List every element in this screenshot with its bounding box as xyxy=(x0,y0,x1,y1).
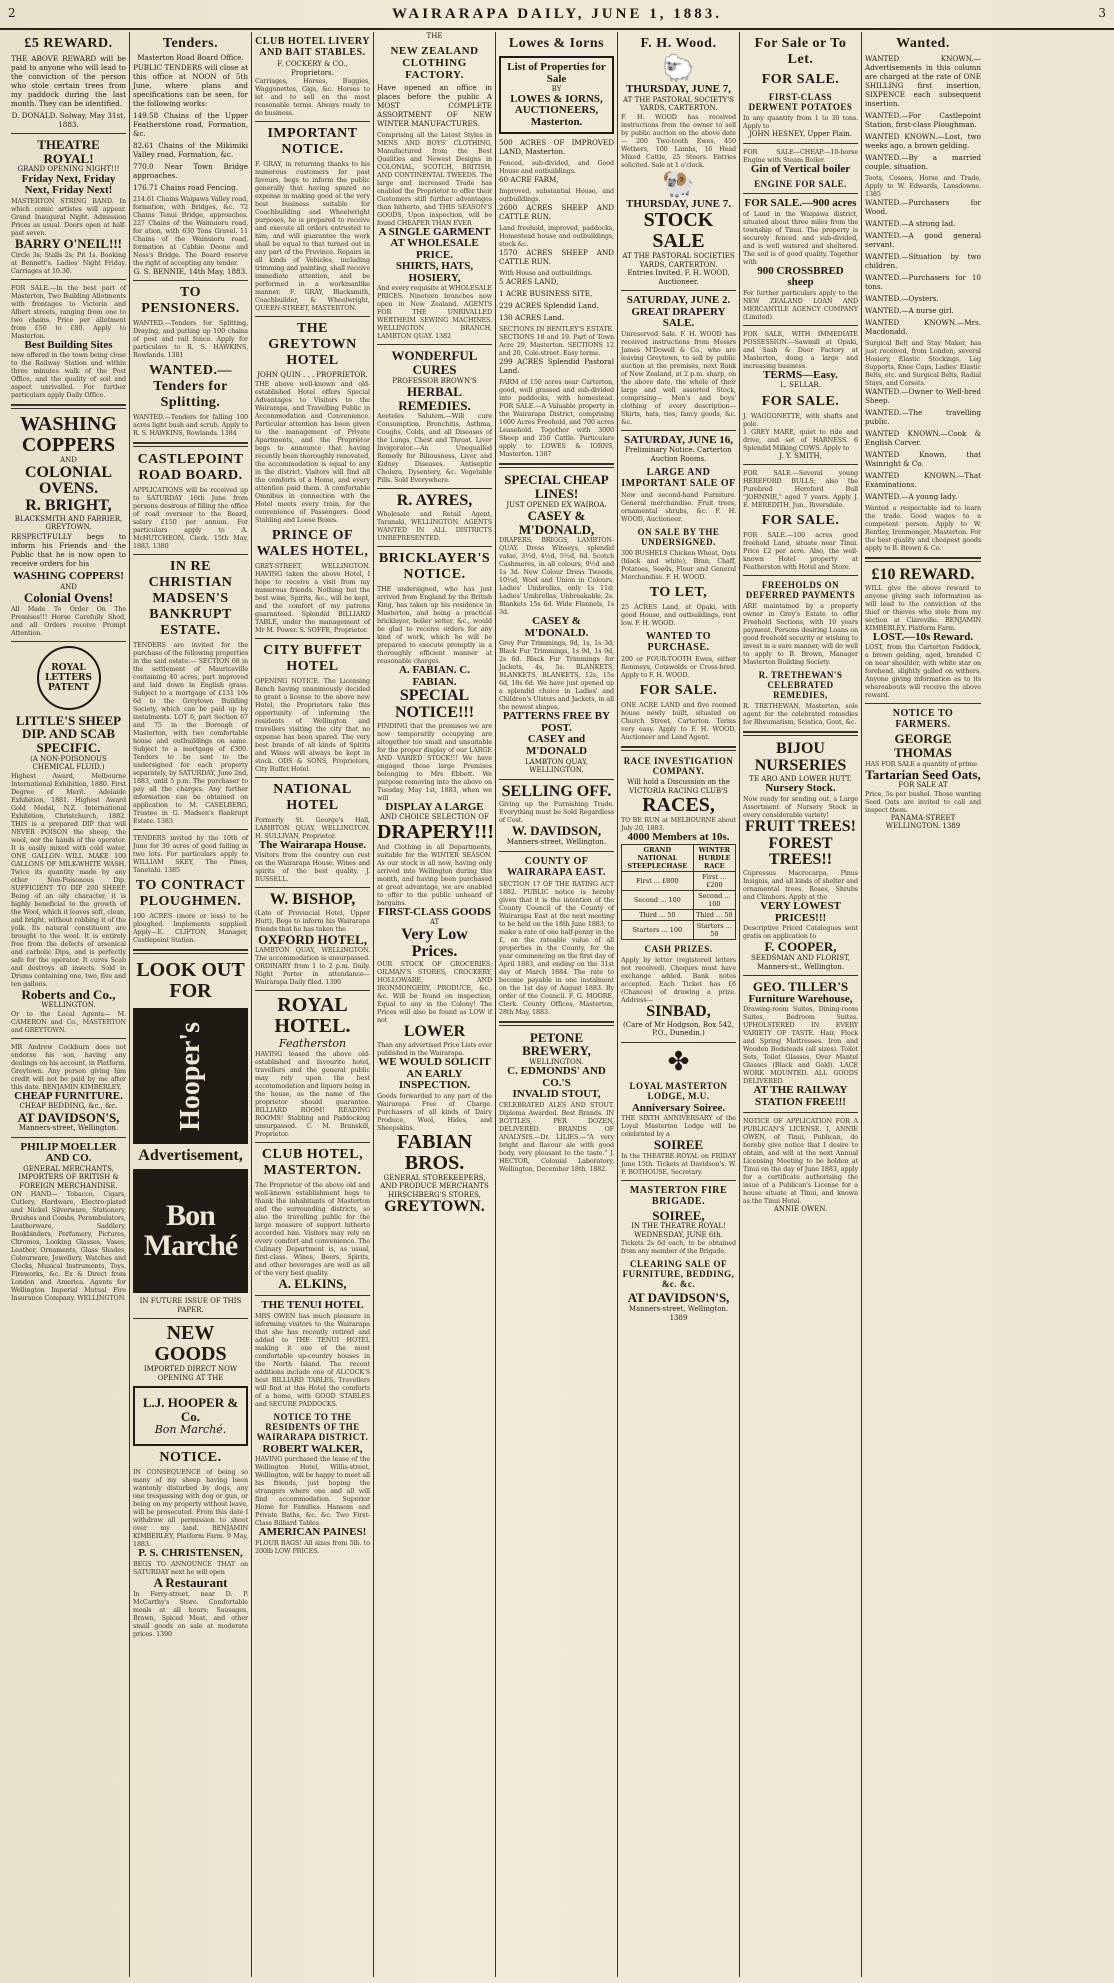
prop-3: 2600 ACRES SHEEP AND CATTLE RUN. xyxy=(499,203,614,222)
special-notice-heading: SPECIAL NOTICE!!! xyxy=(394,687,475,721)
filler-text: Or to the Local Agents— M. CAMERON and Co., MASTERTON and GREYTOWN. xyxy=(11,1009,126,1034)
prop-2: 60 ACRE FARM, xyxy=(499,175,559,185)
drapery-sale-heading: GREAT DRAPERY SALE. xyxy=(631,305,726,330)
notice-heading: NOTICE. xyxy=(159,1450,222,1466)
bon-marche-name: Bon Marché. xyxy=(154,1423,227,1437)
bright-text: RESPECTFULLY begs to inform his Friends and the Public that he is now open to receive orders for his xyxy=(11,531,126,568)
race-date: TO BE RUN at MELBOURNE about July 20, 1883. xyxy=(621,816,736,833)
colonial-heading: COLONIAL OVENS. xyxy=(24,463,113,498)
wanted-item: WANTED KNOWN.—Lost, two weeks ago, a brown gelding. xyxy=(865,132,981,150)
column-1: £5 REWARD. THE ABOVE REWARD will be paid to anyone who will lead to the conviction of the person who stole certain trees from my paddock during the last month. They can be identified. D. DONALD. Solway, May 31st, 1883. THEATRE ROYAL! GRAND OPENING NIGHT!!! Friday Next, Friday Next, Friday Next! MASTERTON STRING BAND. In which comic artistes will appear. Grand Inaugural Night. Admission Prices as usual. Doors open at half-past seven. BARRY O'NEIL!!! Circle 3s; Stalls 2s; Pit 1s. Booking at Bennett's. Ladies' Night Friday. Carriages at 10.30. FOR SALE.—In the best part of Masterton, Two Building Allotments with frontages to Victoria and Albert streets, ranging from one to two chains. Price per allotment from £50 to £80. Apply to Masterton. Best Building Sites now offered in the town being close to the Railway Station and within three minutes walk of the Post Office, and the quality of soil and aspect unrivalled. For further particulars apply Daily Office. WASHING COPPERS AND COLONIAL OVENS. R. BRIGHT, BLACKSMITH AND FARRIER, GREYTOWN. RESPECTFULLY begs to inform his Friends and the Public that he is now open to receive orders for his WASHING COPPERS! AND Colonial Ovens! All Made To Order On The Premises!!! Horse Carefully Shod, and all Orders receive Prompt Attention. ROYAL LETTERS PATENT LITTLE'S SHEEP DIP. AND SCAB SPECIFIC. (A NON-POISONOUS CHEMICAL FLUID.) Highest Award, Melbourne International Exhibition, 1880. First Degree of Merit. Adelaide Exhibition, 1881. Highest Award Gold Medal, N.Z. International Exhibition, Christchurch, 1882. THIS is a prepared DIP that will NEVER POISON the sheep, the wool, nor the hands of the operator. It is easily mixed with cold water. ONE GALLON WILL MAKE 100 GALLONS OF MILK-WHITE WASH. Twice its quantity made by any other Non-Poisonous Dip. SUFFICIENT TO DIP 200 SHEEP. Being of an oily character, it is highly beneficial to the growth of the Wool, which it leaves soft, clean, and bright, without robbing it of the yolk. Its natural constituent are brought to the wool. It is entirely free from the defects of arsenical and carbolic Dips, and is perfectly safe for the operator. It cures Scab and destroys all insects. Sold in Drums containing one, two, five and ten gallons. Roberts and Co., WELLINGTON. Or to the Local Agents— M. CAMERON and Co., MASTERTON and GREYTOWN. MR Andrew Cockburn does not endorse his son, having any dealings on his account, in Platform, Greytown. Any person giving him credit will not be paid by me after this date. BENJAMIN KIMBERLEY. CHEAP FURNITURE. CHEAP BEDDING, &c., &c. AT DAVIDSON'S, Manners-street, Wellington. PHILIP MOELLER AND CO. GENERAL MERCHANTS, IMPORTERS OF BRITISH & FOREIGN MERCHANDISE. ON HAND— Tobacco, Cigars, Cutlery, Hardware, Electro-plated and Nickel Silverware, Stationery, Brushes and Combs, Perambulators, Leatherware, Saddlery, Bookbinders, Perfumery, Pictures, Chromos, Looking Glasses, Vases, Leather, Ornaments, Glass Shades, Colourware, Jewellery, Watches and Clocks, Musical Instruments, Toys, Fireworks, &c. Ex & Direct from London and America. Agents for Wellington Imperial Mutual Fire Insurance Company. WELLINGTON. xyxy=(8,32,130,1977)
wanted-item: WANTED.—By a married couple, situation. xyxy=(865,153,981,171)
cheap-furniture-heading: CHEAP FURNITURE. xyxy=(14,1089,123,1102)
pensioners-heading: TO PENSIONERS. xyxy=(141,284,240,316)
firm-name: LOWES & IORNS, AUCTIONEERS, Masterton. xyxy=(510,92,603,128)
moeller-sub: GENERAL MERCHANTS, IMPORTERS OF BRITISH & FOREIGN MERCHANDISE. xyxy=(18,1164,119,1190)
washing-coppers-2: WASHING COPPERS! xyxy=(13,569,124,582)
casey-heading: CASEY & M'DONALD, xyxy=(518,508,595,537)
to-let-heading: TO LET, xyxy=(649,585,708,601)
forest-heading: FOREST TREES!! xyxy=(768,834,833,869)
wanted-item: WANTED.—Purchasers for Wood. xyxy=(865,198,981,216)
undersigned-heading: ON SALE BY THE UNDERSIGNED. xyxy=(637,527,720,548)
oxford-hotel-heading: OXFORD HOTEL, xyxy=(257,931,368,947)
hesney: JOHN HESNEY, Upper Plain. xyxy=(748,130,853,138)
bright-sub: BLACKSMITH AND FARRIER, GREYTOWN. xyxy=(14,514,123,532)
tenders-text: PUBLIC TENDERS will close at this office at NOON of 5th June, where plans and specifications can be seen, for the following works: xyxy=(133,62,248,108)
wanted-item: WANTED.—Purchasers for 10 tons. xyxy=(865,273,981,291)
race-col-2: WINTER HURDLE RACE xyxy=(693,844,735,871)
properties-box: List of Properties for Sale BY LOWES & IORNS, AUCTIONEERS, Masterton. xyxy=(499,56,614,134)
masthead-title: WAIRARAPA DAILY, JUNE 1, 1883. xyxy=(392,6,722,22)
wairarapa-house: The Wairarapa House. xyxy=(258,838,367,851)
club-masterton-heading: CLUB HOTEL, MASTERTON. xyxy=(261,1147,364,1179)
lodge-emblem-icon: ✤ xyxy=(667,1046,690,1077)
american-heading: AMERICAN PAINES! xyxy=(258,1526,367,1539)
city-buffet-heading: CITY BUFFET HOTEL xyxy=(263,642,362,674)
filler-text: Highest Award, Melbourne International Exhibition, 1880. First Degree of Merit. Adelaide Exhibition, 1881. Highest Award Gold Medal, N.Z. International Exhibition, Christchurch, 1882. THIS is a prepared DIP that will NEVER POISON the sheep, the wool, nor the hands of the operator. It is easily mixed with cold water. ONE GALLON WILL MAKE 100 GALLONS OF MILK-WHITE WASH. Twice its quantity made by any other Non-Poisonous Dip. SUFFICIENT TO DIP 200 SHEEP. Being of an oily character, it is highly beneficial to the growth of the Wool, which it leaves soft, clean, and bright, without robbing it of the yolk. Its natural constituent are brought to the wool. It is entirely free from the defects of arsenical and carbolic Dips, and is perfectly safe for the operator. It cures Scab and destroys all insects. Sold in Drums containing one, two, five and ten gallons. xyxy=(11,771,126,988)
reward-10-heading: £10 REWARD. xyxy=(871,566,975,583)
farmers-notice-heading: NOTICE TO FARMERS. xyxy=(892,708,954,731)
race-cell: Third ... 50 xyxy=(622,909,694,920)
sale-900-heading: FOR SALE.—900 acres xyxy=(744,197,857,210)
saturday16-heading: SATURDAY, JUNE 16, xyxy=(623,433,733,446)
wanted-item: WANTED.—A young lady. xyxy=(865,492,958,501)
ploughmen-heading: TO CONTRACT PLOUGHMEN. xyxy=(135,877,246,909)
tenders-heading: Tenders. xyxy=(162,36,219,51)
column-3: CLUB HOTEL LIVERY AND BAIT STABLES. F. COCKERY & CO., Proprietors. Carriages, Horses, Buggies, Waggonettes, Gigs, &c. Horses to let and to sell on the most reasonable terms. Always ready to do business. IMPORTANT NOTICE. F. GRAY, in returning thanks to his numerous customers for past favours, begs to inform the public generally that having spared no expense in making good at the very best business suitable for Coachbuilding and Wheelwright purposes, he is prepared to receive and execute all orders entrusted to him, and will guarantee the work shall be equal to that turned out in any part of the Province. Repairs in all kinds of Vehicles, including trimming and painting, shall receive immediate attention, and be performed in a workmanlike manner. F. GRAY, Blacksmith, Coachbuilder, & Wheelwright, QUEEN-STREET, MASTERTON. THE GREYTOWN HOTEL JOHN QUIN . . . PROPRIETOR. THE above well-known and old-established Hotel offers Special Advantages to Visitors to the Wairarapa, and Travelling Public in Accommodation and Convenience. Particular attention has been given to the management of Private Apartments, and the Proprietor begs to announce that having recently been thoroughly renovated, the accommodation is equal to any in the district. Visitors will find all the comforts of a Home, and every attention paid them. A comfortable Omnibus in connection with the Hotel meets every train, for the convenience of Passengers. Good Stabling and Loose Boxes. PRINCE OF WALES HOTEL, GREY-STREET, WELLINGTON. HAVING taken the above Hotel, I hope to receive a visit from my numerous friends. Nothing but the best wine, Spirits, &c., will be kept, and the comfort of my patrons guaranteed. Splendid BILLIARD TABLE, under the management of Mr M. Power. S. SOFFE, Proprietor. CITY BUFFET HOTEL OPENING NOTICE. The Licensing Bench having unanimously decided to grant a license to the above new Hotel, the Proprietors take this opportunity of informing the residents of Wellington and travellers visiting the city that no expense has been spared. The very best brands of all kinds of Spirits and Wines will always be kept in stock. ODS & SONS, Proprietors, City Buffet Hotel. NATIONAL HOTEL Formerly St. George's Hall, LAMBTON QUAY, WELLINGTON. H. SULLIVAN, Proprietor. The Wairarapa House. Visitors from the country can rest on the Wairarapa House. Wines and spirits of the best quality. J. RUSSELL. W. BISHOP, (Late of Provincial Hotel, Upper Hutt), Begs to inform his Wairarapa friends that he has taken the OXFORD HOTEL, LAMBTON QUAY, WELLINGTON. The accommodation is unsurpassed. ORDINARY from 1 to 2 p.m. Daily. Night Porter in attendance—Wairarapa Daily filed. 1390 ROYAL HOTEL. Featherston HAVING leased the above old-established and favourite hotel, travellers and the general public may rely upon the best accommodation and liquors being in the house, as the name of the proprietor should guarantee. BILLIARD ROOM! READING ROOMS! Stabling and Paddocking unsurpassed. C. M. Branskill, Proprietor. CLUB HOTEL, MASTERTON. The Proprietor of the above old and well-known establishment begs to thank the inhabitants of Masterton and the surrounding districts, so also the travelling public for the large measure of support hitherto accorded him. Visitors may rely on every comfort and convenience. The Culinary Department is, as usual, first-class. Wines, Beers, Spirits, and other beverages are well as all of the very best quality. A. ELKINS, THE TENUI HOTEL MRS OWEN has much pleasure in informing visitors to the Wairarapa that she has recently retired and added to THE TENUI HOTEL making it one of the most comfortable up-country houses in the North Island. The recent additions include one of ALCOCK'S best BILLIARD TABLES. Travellers will find at this Hotel the comforts of a home, with GOOD STABLES and SECURE PADDOCKS. NOTICE TO THE RESIDENTS OF THE WAIRARAPA DISTRICT. ROBERT WALKER, HAVING purchased the lease of the Wellington Hotel, Willis-street, Wellington, will be happy to meet all his friends, just hoping the strangers where one and all will find accommodation. Superior Home for Families. Hansom and Private Baths, &c. &c. Two First-Class Billiard Tables. AMERICAN PAINES! FLOUR BAGS! All sizes from 5lb. to 200lb LOW PRICES. xyxy=(252,32,374,1977)
tender-item-1: 149.58 Chains of the Upper Featherstone road, Formation, &c. xyxy=(133,110,248,138)
columns xyxy=(8,32,1106,1977)
moeller-heading: PHILIP MOELLER AND CO. xyxy=(20,1140,117,1165)
freeholds-heading: FREEHOLDS ON DEFERRED PAYMENTS xyxy=(745,580,856,601)
wonderful-cures-heading: WONDERFUL CURES xyxy=(391,348,478,377)
prize-heading: 4000 Members at 10s. xyxy=(627,831,730,844)
casey-heading-2: CASEY & M'DONALD. xyxy=(524,615,589,639)
davidson-heading: AT DAVIDSON'S, xyxy=(17,1109,120,1125)
fire-soiree-sub: IN THE THEATRE ROYAL! xyxy=(631,1222,726,1231)
display-heading: DISPLAY A LARGE xyxy=(385,800,484,813)
greytown-heading: GREYTOWN. xyxy=(384,1198,485,1216)
restaurant-heading: A Restaurant xyxy=(153,1575,228,1591)
race-cell: Third ... 50 xyxy=(693,909,735,920)
sinbad-heading: SINBAD, xyxy=(646,1002,711,1020)
fire-soiree-date: WEDNESDAY, JUNE 6th. xyxy=(634,1230,723,1239)
race-cell: Starters ... 100 xyxy=(622,920,694,939)
page-number-left: 2 xyxy=(8,6,16,20)
pastoral-yards: AT THE PASTORAL SOCIETY'S YARDS, CARTERTON. xyxy=(623,95,734,113)
race-cell: First ... £200 xyxy=(693,871,735,890)
greytown-hotel-heading: THE GREYTOWN HOTEL xyxy=(268,321,357,368)
madsen-heading: IN RE CHRISTIAN MADSEN'S BANKRUPT ESTATE. xyxy=(148,558,233,638)
castlepoint-heading: CASTLEPOINT ROAD BOARD. xyxy=(137,451,244,483)
wanted-item: WANTED.—Oysters. xyxy=(865,294,939,303)
roberts-sub: WELLINGTON. xyxy=(41,1001,96,1010)
column-2: Tenders. Masterton Road Board Office. PUBLIC TENDERS will close at this office at NOON of 5th June, where plans and specifications can be seen, for the following works: 149.58 Chains of the Upper Featherstone road, Formation, &c. 82.61 Chains of the Mikimiki Valley road, Formation, &c. 770.0 Near Town Bridge approaches. 176.71 Chains road Fencing. 214.61 Chains Waipawa Valley road, formation, with Bridges, &c. 72 Chains Tenui Bridge, approaches. 227 Chains of the Wainuioru road, for ation, with 630 Tons Gravel. 11 Chains of the Wainuioru road, formation at Cabbie Doone and Ness's Bridge. The Board reserve the right of accepting any tender. G. S. BENNIE, 14th May, 1883. TO PENSIONERS. WANTED.—Tenders for Splitting, Draying, and putting up 100 chains of post and rail fence. Apply for particulars to R. S. HAWKINS, Rowlands. 1381 WANTED.—Tenders for Splitting. WANTED.—Tenders for falling 100 acres light bush and scrub. Apply to R. S. HAWKINS, Rowlands. 1384 CASTLEPOINT ROAD BOARD. APPLICATIONS will be received up to SATURDAY 16th June from persons desirous of filling the office of road overseer to the Board, salary £150 per annum. For particulars apply to A. McHUTCHEON, Clerk. 15th May, 1883. 1380 IN RE CHRISTIAN MADSEN'S BANKRUPT ESTATE. TENDERS are invited for the purchase of the following properties in the said estate:— SECTION 68 in the settlement of Mauriceville containing 40 acres, part improved and laid down in English grass. Subject to a mortgage of £131 10s 6d to the Greytown Building Society, which can be paid up by instalments. LOT 6, part Section 67 and 75 in the Borough of Masterton, with two comfortable house and outbuildings on same. Subject to a mortgage of £300. Tenders to be sent to the undersigned for each property separately, by SATURDAY, June 2nd, 1883, until 5 p.m. The purchaser to pay all the charges. Any further information can be obtained on application to M. CASELBERG, Trustee in G. Madsen's Bankrupt Estate. 1383 TENDERS invited by the 10th of June for 30 acres of good falling in two lots. For particulars apply to WILLIAM SKEY, The Pines, Tanetahi. 1385 TO CONTRACT PLOUGHMEN. 100 ACRES (more or less) to be ploughed. Implements supplied. Apply—E. CLIFTON, Manager, Castlepoint Station. LOOK OUT FOR Hooper's Advertisement, Bon Marché IN FUTURE ISSUE OF THIS PAPER. NEW GOODS IMPORTED DIRECT NOW OPENING AT THE L.J. HOOPER & Co. Bon Marché. NOTICE. IN CONSEQUENCE of being so many of my sheep having been wantonly disturbed by dogs, any one trespassing with dog or gun, or being on my property without leave, will be prosecuted. From this date I withdraw all permission to shoot over my land. BENJAMIN KIMBERLEY, Platform Farm. 9 May, 1883. P. S. CHRISTENSEN, BEGS TO ANNOUNCE THAT on SATURDAY next he will open A Restaurant In Ferry-street, near D. P. McCarthy's Store. Comfortable meals at all hours; Sausages, Brawn, Spiced Meat, and other small goods on sale at moderate prices. 1390 xyxy=(130,32,252,1977)
cheap-bedding: CHEAP BEDDING, &c., &c. xyxy=(19,1102,118,1111)
elkins-heading: A. ELKINS, xyxy=(278,1276,347,1292)
tenders-signed: G. S. BENNIE, 14th May, 1883. xyxy=(133,266,248,276)
sheep-icon: 🐑 xyxy=(662,54,695,84)
theatre-name: BARRY O'NEIL!!! xyxy=(14,235,123,251)
prop-6: 1 ACRE BUSINESS SITE, xyxy=(499,289,593,299)
robert-walker-heading: ROBERT WALKER, xyxy=(262,1442,363,1455)
prop-5: 5 ACRES LAND, xyxy=(499,277,559,287)
stock-sale-heading: STOCK SALE xyxy=(643,209,714,253)
wanted-purchase-heading: WANTED TO PURCHASE. xyxy=(646,631,711,654)
bijou-sub: TE ARO AND LOWER HUTT. xyxy=(749,774,852,783)
column-5: Lowes & Iorns List of Properties for Sale BY LOWES & IORNS, AUCTIONEERS, Masterton. 500 ACRES OF IMPROVED LAND, Masterton. Fenced, sub-divided, and Good House and outbuildings. 60 ACRE FARM, Improved, substantial House, and outbuildings. 2600 ACRES SHEEP AND CATTLE RUN. Land freehold, improved, paddocks, Homestead house and outbuildings, stock &c. 1570 ACRES SHEEP AND CATTLE RUN. With House and outbuildings. 5 ACRES LAND, 1 ACRE BUSINESS SITE, 229 ACRES Splendid Land. 130 ACRES Land. SECTIONS IN BENTLEY'S ESTATE. SECTIONS 18 and 19. Part of Town Acre 29, Masterton. SECTIONS 12 and 20, Cole-street. Easy terms. 299 ACRES Splendid Pastoral Land. FARM of 150 acres near Carterton, good, well grassed and sub-divided into paddocks, with homestead. FOR SALE.—A Valuable property in the Wairarapa District, comprising 1600 Acres Freehold, and 700 acres Leasehold. Together with 3000 Sheep and 250 Cattle. Particulars apply to LOWES & IORNS, Masterton. 1387 SPECIAL CHEAP LINES! JUST OPENED EX WAIROA. CASEY & M'DONALD, DRAPERS, BRIGGS, LAMBTON-QUAY. Dress Winseys, splendid value, 3½d, 4½d, 5½d, 6d. Scotch Cashmeres, in all colours, 9½d and 1s 3d. New Colour Dress Tweeds, 10½d, Wool and Union in Colours. Ladies' Umbrellas, only 1s 11d; Ladies' Umbrellas, Unbreakable, 2s. Blankets 15s 6d. Wide Flannels, 1s 3d. CASEY & M'DONALD. Grey Fur Trimmings, 9d, 1s, 1s 3d; Black Fur Trimmings, 1s 9d, 1s 9d, 2s 6d. Black Fur Trimmings for Jackets, 4s, 5s. BLANKETS, BLANKETS, BLANKETS, 12s, 15s 6d, 18s 6d. We have just opened up a splendid choice in Ladies' and Children's Ulsters and Jackets, in all the newest shapes. PATTERNS FREE BY POST. CASEY and M'DONALD LAMBTON QUAY, WELLINGTON. SELLING OFF. Giving up the Furnishing Trade. Everything must be Sold Regardless of Cost. W. DAVIDSON, Manners-street, Wellington. COUNTY OF WAIRARAPA EAST. SECTION 17 OF THE RATING ACT 1882. PUBLIC notice is hereby given that it is the intention of the County Council of the County of Wairarapa East at the next meeting to be held on the 18th June 1883, to make a rate of one half-penny in the £, on the rateable value of all properties in the County, for the year commencing on the first day of April 1883, and ending on the 31st day of March 1884. The rate to become payable in one instalment on the 1st day of August 1883. By order of the Council. F. G. MOORE, Clerk. County Offices, Masterton, 28th May, 1883. PETONE BREWERY, WELLINGTON. C. EDMONDS' AND CO.'S INVALID STOUT, CELEBRATED ALES AND STOUT. Diploma Awarded. Best Brands. IN BOTTLES, PER DOZEN, DELIVERED. BRANDS OF ANALYSIS.—Dr. LILIES.—"A very bright and flavour ale with good body, very pleasant to the taste." J. HECTOR, Colonial Laboratory, Wellington, December 18th, 1882. xyxy=(496,32,618,1977)
for-sale-let-heading: For Sale or To Let. xyxy=(754,36,847,67)
hooper-vertical: Hooper's xyxy=(174,1021,206,1131)
tender-item-2: 82.61 Chains of the Mikimiki Valley road, Formation, &c. xyxy=(133,140,248,159)
filler-text: FOR SALE.—In the best part of Masterton, Two Building Allotments with frontages to Victoria and Albert streets, ranging from one to two chains. Price per allotment from £50 to £80. Apply to Masterton. xyxy=(11,283,126,340)
sheep-dip-heading: LITTLE'S SHEEP DIP. AND SCAB SPECIFIC. xyxy=(15,712,122,755)
for-sale-heading: FOR SALE. xyxy=(639,683,718,699)
tartarian-sub: FOR SALE AT xyxy=(898,781,948,790)
fire-brigade-heading: MASTERTON FIRE BRIGADE. xyxy=(629,1184,728,1207)
tiller-heading: GEO. TILLER'S xyxy=(752,979,849,994)
prop-9: 299 ACRES Splendid Pastoral Land. xyxy=(499,357,614,376)
prince-wales-heading: PRINCE OF WALES HOTEL, xyxy=(256,527,369,559)
reward-signature: D. DONALD. Solway, May 31st, 1883. xyxy=(11,111,126,129)
wanted-item: WANTED.—For Castlepoint Station, first-class Ploughman. xyxy=(865,111,981,129)
filler-text: All Made To Order On The Premises!!! Horse Carefully Shod, and all Orders receive Prompt Attention. xyxy=(11,604,126,637)
for-sale-1: FOR SALE. xyxy=(761,72,840,87)
wanted-item: WANTED.—A strong lad. xyxy=(865,219,956,228)
footer-address: PANAMA-STREET WELLINGTON. 1389 xyxy=(885,813,961,831)
roberts-heading: Roberts and Co., xyxy=(21,986,116,1002)
petone-heading: PETONE BREWERY, xyxy=(522,1029,591,1059)
column-4: THE NEW ZEALAND CLOTHING FACTORY. Have opened an office in places before the public A MOST COMPLETE ASSORTMENT OF NEW WINTER MANUFACTURES. Comprising all the Latest Styles in MENS AND BOYS' CLOTHING, Manufactured from the Best Qualities and Newest Designs in COLONIAL, SCOTCH, BRITISH, AND CONTINENTAL TWEEDS. The large and increased Trade has enabled the Proprietor to offer their Customers still further advantages than hitherto, and THIS SEASON'S GOODS, Upon inspection, will be found CHEAPER THAN EVER A SINGLE GARMENT AT WHOLESALE PRICE. SHIRTS, HATS, HOSIERY, And every requisite at WHOLESALE PRICES. Nineteen branches now open in New Zealand. AGENTS FOR THE UNRIVALLED WERTHEIM SEWING MACHINES. WELLINGTON BRANCH, LAMBTON QUAY. 1382 WONDERFUL CURES PROFESSOR BROWN'S HERBAL REMEDIES. Aeeteles Salutem.—Will cure Consumption, Bronchitis, Asthma, Coughs, Colds, and all Diseases of the Lungs, Chest and Throat. Liver Invigorator.—An Unequalled Remedy for Biliousness, Liver and Kidney Diseases. Antiseptic Cholera, Dysentery, &c. Vegetable Pills. Sold Everywhere. R. AYRES, Wholesale and Retail Agent, Taranaki, WELLINGTON. AGENTS WANTED IN ALL DISTRICTS UNREPRESENTED. BRICKLAYER'S NOTICE. THE undersigned, who has just arrived from England by the British King, has taken up his residence in Masterton, and being a practical bricklayer, boiler setter, &c., would be glad to receive orders for any kind of work, which he will be prepared to execute promptly in a thoroughly efficient manner at reasonable charges. A. FABIAN. C. FABIAN. SPECIAL NOTICE!!! FINDING that the premises we are now temporarily occupying are altogether too small and unsuitable for the proper display of our LARGE AND VARIED STOCK!!! We have engaged those large Premises belonging to Mrs Ebbett. We purpose removing into the above on Tuesday, May 1st, 1883, when we will DISPLAY A LARGE AND CHOICE SELECTION OF DRAPERY!!! And Clothing in all Departments, suitable for the WINTER SEASON. As our stock is all new, having only arrived into Wellington during this month, and having been purchased at great advantage, we are enabled to offer to the public unheard of bargains. FIRST-CLASS GOODS AT Very Low Prices. OUR STOCK OF GROCERIES, OILMAN'S STORES, CROCKERY, HOLLOWARE, AND IRONMONGERY, PRODUCE, &c., &c. Will be found on inspection, Equal to any in the Colony! The Prices will also be found as LOW if not LOWER Than any advertised Price Lists ever published in the Wairarapa. WE WOULD SOLICIT AN EARLY INSPECTION. Goods forwarded to any part of the Wairarapa Free of Charge. Purchasers of all kinds of Dairy Produce, Wool, Hides, and Sheepskins. FABIAN BROS. GENERAL STOREKEEPERS, AND PRODUCE MERCHANTS HIRSCHBERG'S STORES, GREYTOWN. xyxy=(374,32,496,1977)
race-table xyxy=(621,844,736,940)
potatoes-heading: FIRST-CLASS DERWENT POTATOES xyxy=(748,92,853,112)
nursery-heading: Nursery Stock. xyxy=(765,782,836,795)
theatre-sub: GRAND OPENING NIGHT!!! xyxy=(17,165,120,174)
filler-text: now offered in the town being close to the Railway Station and within three minutes walk of the Post Office, and the quality of soil and aspect unrivalled. For further particulars apply Daily Office. xyxy=(11,351,126,400)
low-prices-heading: Very Low Prices. xyxy=(401,925,468,960)
soiree-anniv-heading: Anniversary Soiree. xyxy=(631,1101,726,1114)
smith: J. Y. SMITH, xyxy=(779,451,822,460)
lower-heading: LOWER xyxy=(403,1023,466,1041)
clothing-factory-heading: NEW ZEALAND CLOTHING FACTORY. xyxy=(390,44,479,81)
column-7: For Sale or To Let. FOR SALE. FIRST-CLASS DERWENT POTATOES In any quantity from 1 to 30 tons. Apply to JOHN HESNEY, Upper Plain. FOR SALE—CHEAP.—10-horse Engine with Steam Boiler. Gin of Vertical boiler ENGINE FOR SALE. FOR SALE.—900 acres of Land in the Waipawa district, situated about three miles from the township of Tinui. The property is securely fenced and sub-divided, and is well watered and sheltered. The soil is of good quality. Together with 900 CROSSBRED sheep For further particulars apply to the NEW ZEALAND LOAN AND MERCANTILE AGENCY COMPANY (Limited). FOR SALE, WITH IMMEDIATE POSSESSION.—Sawmill at Opaki, and Sash & Door Factory at Masterton, doing a large and increasing business. TERMS—Easy. L. SELLAR. FOR SALE. J. WAGGONETTE, with shafts and pole. 1 GREY MARE, quiet to ride and drive, and set of HARNESS. 6 Splendid Milking COWS. Apply to J. Y. SMITH, FOR SALE.—Several young HEREFORD BULLS; also the Purebred Hereford Bull "JOHNNIE," aged 7 years. Apply J. E. MEREDITH, Jun., Riversdale. FOR SALE. FOR SALE.—100 acres good freehold Land, situate near Tinui. Price £2 per acre. Also, the well-known Hotel property at Featherston with Hotel and Store. FREEHOLDS ON DEFERRED PAYMENTS ARE maintained by a property owner in Grey's Estate to offer Freehold Sections, with 10 years payment. Persons desiring Loans on good freehold security or wishing to invest in a sure manner, will do well to apply to B. Brown, Manager Masterton Building Society. R. TRETHEWAN'S CELEBRATED REMEDIES, R. TRETHEWAN, Masterton, sole agent for the celebrated remedies for Rheumatism, Sciatica, Gout, &c. BIJOU NURSERIES TE ARO AND LOWER HUTT. Nursery Stock. Now ready for sending out, a Large Assortment of Nursery Stock in every considerable variety! FRUIT TREES! FOREST TREES!! Cupressus Macrocarpa, Pinus Insignis, and all kinds of shelter and ornamental trees. Roses, Shrubs and Climbers. Apply at the VERY LOWEST PRICES!!! Descriptive Priced Catalogues sent gratis on application to F. COOPER, SEEDSMAN AND FLORIST, Manners-st., Wellington. GEO. TILLER'S Furniture Warehouse, Drawing-room Suites, Dining-room Suites, Bedroom Suites. UPHOLSTERED IN EVERY VARIETY OF TASTE. Hair, Flock and Spring Mattresses. Iron and Wooden Bedsteads (all sizes). Toilet Sets, Toilet Glasses, Over Mantel Glasses (Black and Gold). LACE WORK MOUNTED. ALL GOODS DELIVERED AT THE RAILWAY STATION FREE!!! NOTICE OF APPLICATION FOR A PUBLICAN'S LICENSE. I, ANNIE OWEN, of Tinui, Publican, do hereby give notice that I desire to obtain, and will at the next Annual Licensing Meeting to be holden at Tinui on the day of June 1883, apply for a certificate authorising the issue of a Publican's License for a house situate at Tinui, and known as the Tinui Hotel. ANNIE OWEN. xyxy=(740,32,862,1977)
davidson-sub: Manners-street, Wellington. xyxy=(18,1124,119,1133)
terms-heading: TERMS—Easy. xyxy=(763,368,838,381)
club-livery-sub: F. COCKERY & CO., Proprietors. xyxy=(277,60,348,77)
fabian-bros-heading: FABIAN BROS. xyxy=(396,1130,473,1174)
column-8: Wanted. WANTED KNOWN.—Advertisements in this column are charged at the rate of ONE SHILLING first insertion, SIXPENCE each subsequent insertion. WANTED.—For Castlepoint Station, first-class Ploughman. WANTED KNOWN.—Lost, two weeks ago, a brown gelding. WANTED.—By a married couple, situation. Toots, Cosons, Horse and Trade, Apply to W. Edwards, Lansdowne. 1385 WANTED.—Purchasers for Wood. WANTED.—A strong lad. WANTED.—A good general servant. WANTED.—Situation by two children. WANTED.—Purchasers for 10 tons. WANTED.—Oysters. WANTED.—A nurse girl. WANTED KNOWN.—Mrs. Macdonald. Surgical Belt and Stay Maker, has just received, from London, several Hosiery, Elastic Stockings, Leg Supports, Knee Caps, Ladies' Elastic Belts, etc. and Surgical Belts, Radial Stays, and Corsets. WANTED.—Owner to Well-bred Sheep. WANTED.—The travelling public. WANTED KNOWN.—Cook & English Carver. WANTED Known, that Wainright & Co. WANTED KNOWN.—That Examinations. WANTED.—A young lady. Wanted a respectable lad to learn the trade. Good wages to a competent person. Apply to W. Bentley, Ironmonger, Masterton. For the best quality and cheapest goods apply to B. Brown & Co. £10 REWARD. WILL give the above reward to anyone giving such information as will lead to the conviction of the thief or thieves who stole from my section at Clareville. BENJAMIN KIMBERLEY, Platform Farm. LOST.—10s Reward. LOST, from the Carterton Paddock, a brown gelding, aged, branded C on near shoulder, with white star on forehead, slightly galled on withers. Anyone giving information as to its whereabouts will receive the above reward. NOTICE TO FARMERS. GEORGE THOMAS HAS FOR SALE a quantity of prime Tartarian Seed Oats, FOR SALE AT Price, 5s per bushel. Those wanting Seed Oats are invited to call and inspect them. PANAMA-STREET WELLINGTON. 1389 xyxy=(865,36,981,831)
race-col-1: GRAND NATIONAL STEEPLECHASE xyxy=(622,844,694,871)
bishop-heading: W. BISHOP, xyxy=(269,891,356,909)
tender-item-4: 176.71 Chains road Fencing. xyxy=(133,182,238,192)
lodge-heading: LOYAL MASTERTON LODGE, M.U. xyxy=(629,1080,728,1101)
filler-text: ON HAND— Tobacco, Cigars, Cutlery, Hardware, Electro-plated and Nickel Silverware, Stationery, Brushes and Combs, Perambulators, Leatherware, Saddlery, Bookbinders, Perfumery, Pictures, Chromos, Looking Glasses, Vases, Leather, Ornaments, Glass Shades, Colourware, Jewellery, Watches and Clocks, Musical Instruments, Toys, Fireworks, &c. Ex & Direct from London and America. Agents for Wellington Imperial Mutual Fire Insurance Company. WELLINGTON. xyxy=(11,1190,126,1303)
furniture-heading: LARGE AND IMPORTANT SALE OF xyxy=(621,467,736,490)
cooper-heading: F. COOPER, xyxy=(764,939,837,955)
bon-marche-logo: Bon Marché xyxy=(143,1199,238,1263)
stud-heading: GEORGE THOMAS xyxy=(894,731,952,760)
fire-soiree-heading: SOIREE, xyxy=(652,1207,705,1223)
drapery-heading: DRAPERY!!! xyxy=(377,820,495,843)
w-davidson-heading: W. DAVIDSON, xyxy=(511,823,602,839)
clearing-sale-heading: CLEARING SALE OF FURNITURE, BEDDING, &c. &c. xyxy=(622,1259,735,1290)
selling-off-heading: SELLING OFF. xyxy=(501,782,612,800)
prop-1: 500 ACRES OF IMPROVED LAND, Masterton. xyxy=(499,138,614,157)
ayres-heading: R. AYRES, xyxy=(396,492,473,510)
engine-heading: ENGINE FOR SALE. xyxy=(754,179,847,190)
factory-text: Have opened an office in places before the public A MOST COMPLETE ASSORTMENT OF NEW WINTER MANUFACTURES. xyxy=(377,82,492,128)
filler-text: MASTERTON STRING BAND. In which comic artistes will appear. Grand Inaugural Night. Admission Prices as usual. Doors open at half-past seven. xyxy=(11,196,126,237)
tartarian-heading: Tartarian Seed Oats, xyxy=(865,766,981,782)
filler-text: MR Andrew Cockburn does not endorse his son, having any dealings on his account, in Platform, Greytown. Any person giving him credit will not be paid by me after this date. BENJAMIN KIMBERLEY. xyxy=(11,1042,127,1091)
race-company-heading: RACE INVESTIGATION COMPANY. xyxy=(623,756,734,777)
wanted-heading: Wanted. xyxy=(896,36,950,51)
gin-heading: Gin of Vertical boiler xyxy=(750,162,851,175)
at-davidsons-heading: AT DAVIDSON'S, xyxy=(627,1290,730,1306)
fabian-bros-sub: GENERAL STOREKEEPERS, AND PRODUCE MERCHANTS xyxy=(380,1173,489,1191)
bon-marche-box xyxy=(133,1169,248,1293)
filler-text: Circle 3s; Stalls 2s; Pit 1s. Booking at Bennett's. Ladies' Night Friday. Carriages at 10.30. xyxy=(11,250,126,275)
race-cell: Second ... 100 xyxy=(622,890,694,909)
royal-letters-seal: ROYAL LETTERS PATENT xyxy=(37,646,101,710)
royal-hotel-heading: ROYAL HOTEL. xyxy=(274,994,351,1038)
building-sites-heading: Best Building Sites xyxy=(24,338,113,351)
tenui-heading: THE TENUI HOTEL xyxy=(261,1299,364,1312)
hooper-box xyxy=(133,1008,248,1145)
railway-heading: AT THE RAILWAY STATION FREE!!! xyxy=(753,1084,848,1108)
prop-4: 1570 ACRES SHEEP AND CATTLE RUN. xyxy=(499,248,614,267)
wanted-item: WANTED KNOWN.—Advertisements in this column are charged at the rate of ONE SHILLING first insertion, SIXPENCE each subsequent insertion. xyxy=(865,54,981,108)
column-6: F. H. Wood. 🐑 THURSDAY, JUNE 7, AT THE PASTORAL SOCIETY'S YARDS, CARTERTON. F. H. WOOD has received instructions from the owner to sell by public auction on the above date— 200 Two-tooth Ewes, 450 Wethers, 100 Lambs, 16 Head Mixed Cattle, 25 Steers. Entries solicited. Sale at 1 o'clock. 🐏 THURSDAY, JUNE 7. STOCK SALE AT THE PASTORAL SOCIETIES YARDS, CARTERTON. Entries Invited. F. H. WOOD, Auctioneer. SATURDAY, JUNE 2. GREAT DRAPERY SALE. Unreserved Sale. F. H. WOOD has received instructions from Messrs James M'Dowell & Co., who are leaving Greytown, to sell by public auction at the premises, next Bank of New Zealand, at 2 p.m. sharp, on the above date, the whole of their large and well assorted Stock, comprising— Men's and boys' clothing of every description—Shirts, hats, ties, fancy goods, &c. &c. SATURDAY, JUNE 16, Preliminary Notice. Carterton Auction Rooms. LARGE AND IMPORTANT SALE OF New and second-hand Furniture. General merchandise. Fruit trees, ornamental shrubs, &c. F. H. WOOD, Auctioneer. ON SALE BY THE UNDERSIGNED. 300 BUSHELS Chicken Wheat, Oats (black and white), Bran, Chaff, Potatoes, Seeds, Flour and General Merchandise. F. H. WOOD. TO LET, 25 ACRES Land, at Opaki, with good House, and outbuildings, rent low. F. H. WOOD. WANTED TO PURCHASE. 200 or FOUR-TOOTH Ewes, either Romneys, Cotswolds or Cross-bred. Apply to F. H. WOOD. FOR SALE. ONE ACRE LAND and five roomed house newly built, situated on Church Street, Carterton. Terms very easy. Apply to F. H. WOOD, Auctioneer and Land Agent. RACE INVESTIGATION COMPANY. Will hold a Discussion on the VICTORIA RACING CLUB'S RACES, TO BE RUN at MELBOURNE about July 20, 1883. 4000 Members at 10s. GRAND NATIONAL STEEPLECHASE WINTER HURDLE RACE First ... £800 First ... £200 Second ... 100 Second ... 100 Third ... 50 Third ... 50 Starters ... 100 Starters ... 50 CASH PRIZES. Apply by letter (registered letters not received). Cheques must have exchange added. Bank notes accepted. Each Ticket has £6 (Chances) of drawing a prize. Address— SINBAD, (Care of Mr Hodgson, Box 542, P.O., Dunedin.) ✤ LOYAL MASTERTON LODGE, M.U. Anniversary Soiree. THE SIXTH ANNIVERSARY of the Loyal Masterton Lodge will be celebrated by a SOIREE In the THEATRE ROYAL on FRIDAY June 15th. Tickets at Davidson's. W. F. BOTHOUSE, Secretary. MASTERTON FIRE BRIGADE. SOIREE, IN THE THEATRE ROYAL! WEDNESDAY, JUNE 6th. Tickets 2s 6d each, to be obtained from any member of the Brigade. CLEARING SALE OF FURNITURE, BEDDING, &c. &c. AT DAVIDSON'S, Manners-street, Wellington. 1389 xyxy=(618,32,740,1977)
stock-sale-sub: AT THE PASTORAL SOCIETIES YARDS, CARTERTON. xyxy=(622,252,735,269)
race-cell: Second ... 100 xyxy=(693,890,735,909)
wanted-item: WANTED KNOWN.—Mrs. Macdonald. xyxy=(865,318,981,336)
reward-text: THE ABOVE REWARD will be paid to anyone who will lead to the conviction of the person who stole certain trees from my paddock during the last month. They can be identified. xyxy=(11,54,126,108)
sheep-icon-2: 🐏 xyxy=(662,168,695,199)
reward-heading: £5 REWARD. xyxy=(24,36,113,51)
colonial-ovens-2: Colonial Ovens! xyxy=(23,590,114,605)
edmonds-heading: C. EDMONDS' AND CO.'S xyxy=(507,1065,606,1089)
national-hotel-heading: NATIONAL HOTEL xyxy=(273,781,352,813)
prop-7: 229 ACRES Splendid Land. xyxy=(499,301,599,311)
owen-signature: ANNIE OWEN. xyxy=(773,1205,828,1214)
look-out-heading: LOOK OUT FOR xyxy=(136,958,245,1002)
races-heading: RACES, xyxy=(642,794,715,817)
splitting-heading: WANTED.—Tenders for Splitting. xyxy=(149,362,232,410)
soiree-heading: SOIREE xyxy=(653,1137,704,1153)
bright-heading: R. BRIGHT, xyxy=(25,497,112,515)
wanted-item: WANTED.—A good general servant. xyxy=(865,231,981,249)
prop-8: 130 ACRES Land. xyxy=(499,313,565,323)
christensen-heading: P. S. CHRISTENSEN, xyxy=(138,1547,243,1560)
tender-item-3: 770.0 Near Town Bridge approaches. xyxy=(133,161,248,180)
washing-heading: WASHING COPPERS xyxy=(20,413,117,457)
saturday-heading: SATURDAY, JUNE 2. xyxy=(626,294,731,307)
trethewan-heading: R. TRETHEWAN'S CELEBRATED REMEDIES, xyxy=(758,670,843,701)
special-heading: SPECIAL CHEAP LINES! xyxy=(504,472,609,501)
invalid-heading: INVALID STOUT, xyxy=(512,1088,601,1101)
tiller-sub: Furniture Warehouse, xyxy=(748,992,853,1005)
advertisement-heading: Advertisement, xyxy=(138,1147,243,1165)
page-number-right: 3 xyxy=(1098,6,1106,20)
future-issue: IN FUTURE ISSUE OF THIS PAPER. xyxy=(139,1297,242,1314)
lowes-heading: Lowes & Iorns xyxy=(508,36,605,51)
new-goods-sub: IMPORTED DIRECT NOW OPENING AT THE xyxy=(143,1365,238,1382)
wanted-item: WANTED KNOWN.—That Examinations. xyxy=(865,471,981,489)
sellar: L. SELLAR. xyxy=(780,381,821,390)
fabian-names: A. FABIAN. C. FABIAN. xyxy=(399,664,470,688)
casey-heading-3: CASEY and M'DONALD xyxy=(525,733,588,758)
royal-hotel-sub: Featherston xyxy=(278,1037,347,1051)
firstclass-heading: FIRST-CLASS GOODS xyxy=(378,905,491,918)
bijou-heading: BIJOU NURSERIES xyxy=(754,740,847,775)
important-notice-heading: IMPORTANT NOTICE. xyxy=(267,126,358,157)
patterns-heading: PATTERNS FREE BY POST. xyxy=(502,710,611,734)
solicit-heading: WE WOULD SOLICIT AN EARLY INSPECTION. xyxy=(378,1056,491,1092)
theatre-heading: THEATRE ROYAL! xyxy=(37,137,100,166)
masthead xyxy=(0,0,1114,30)
new-goods-heading: NEW GOODS xyxy=(154,1322,227,1366)
wholesale-heading: A SINGLE GARMENT AT WHOLESALE PRICE. xyxy=(378,225,491,261)
sheep-dip-sub: (A NON-POISONOUS CHEMICAL FLUID.) xyxy=(30,754,107,772)
cash-prizes-heading: CASH PRIZES. xyxy=(644,943,713,954)
properties-heading: List of Properties for Sale xyxy=(507,61,606,85)
greytown-hotel-sub: JOHN QUIN . . . PROPRIETOR. xyxy=(257,371,368,379)
waggonette: J. WAGGONETTE, with shafts and pole. xyxy=(743,411,858,428)
wanted-item: WANTED.—The travelling public. xyxy=(865,408,981,426)
wanted-item: WANTED.—A nurse girl. xyxy=(865,306,954,315)
fruit-heading: FRUIT TREES! xyxy=(745,817,856,835)
wood-heading: F. H. Wood. xyxy=(640,36,717,51)
cooper-sub: SEEDSMAN AND FLORIST, xyxy=(751,954,850,962)
race-cell: Starters ... 50 xyxy=(693,920,735,939)
club-livery-heading: CLUB HOTEL LIVERY AND BAIT STABLES. xyxy=(255,36,370,58)
hooper-name: L.J. HOOPER & Co. xyxy=(142,1395,239,1424)
lost-heading: LOST.—10s Reward. xyxy=(872,630,974,643)
flour-bags: FLOUR BAGS! All sizes from 5lb. to 200lb LOW PRICES. xyxy=(255,1538,370,1555)
lowest-heading: VERY LOWEST PRICES!!! xyxy=(760,900,841,924)
shirts-heading: SHIRTS, HATS, HOSIERY, xyxy=(395,260,474,284)
hooper-box-2 xyxy=(133,1386,248,1446)
theatre-dates: Friday Next, Friday Next, Friday Next! xyxy=(21,172,116,197)
race-cell: First ... £800 xyxy=(622,871,694,890)
for-sale-2: FOR SALE. xyxy=(761,393,840,409)
bricklayer-heading: BRICKLAYER'S NOTICE. xyxy=(378,551,491,583)
wanted-item: WANTED KNOWN.—Cook & English Carver. xyxy=(865,429,981,447)
wanted-item: WANTED Known, that Wainright & Co. xyxy=(865,450,981,468)
thursday-heading: THURSDAY, JUNE 7, xyxy=(626,83,731,95)
wanted-item: WANTED.—Situation by two children. xyxy=(865,252,981,270)
for-sale-3: FOR SALE. xyxy=(761,513,840,529)
wanted-item: WANTED.—Owner to Well-bred Sheep. xyxy=(865,387,981,405)
herbal-remedies-heading: HERBAL REMEDIES. xyxy=(398,384,471,413)
county-heading: COUNTY OF WAIRARAPA EAST. xyxy=(507,855,606,878)
sheep-heading: 900 CROSSBRED sheep xyxy=(757,264,844,289)
